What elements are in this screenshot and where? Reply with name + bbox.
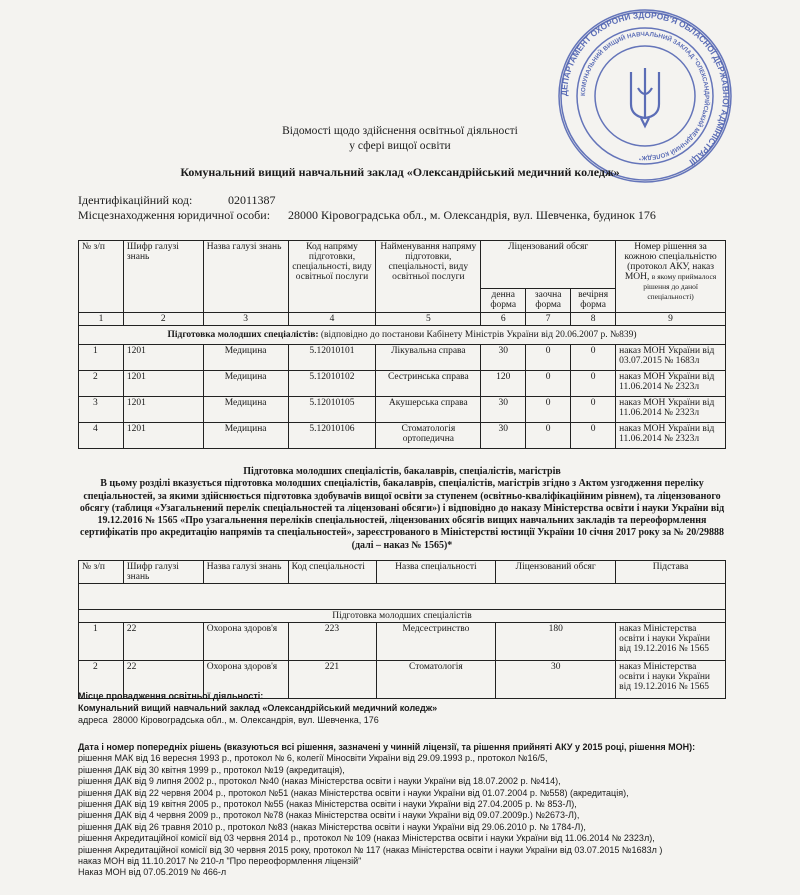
t1-cell-decision: наказ МОН України від 03.07.2015 № 1683л <box>616 345 726 371</box>
t1-cell-code: 1201 <box>123 423 203 449</box>
t1-cell-field: Медицина <box>203 345 288 371</box>
t2-cell-n: 1 <box>79 623 124 661</box>
place-address: 28000 Кіровоградська обл., м. Олександрія, вул. Шевченка, 176 <box>112 715 379 725</box>
t2-cell-field: Охорона здоров'я <box>203 661 288 699</box>
list-item: рішення ДАК від 22 червня 2004 р., протокол №51 (наказ Міністерства освіти і науки України від 01.07.2004 р. №558) (акредитація), <box>78 787 629 798</box>
t1-cell-ext: 0 <box>526 423 571 449</box>
t1-cell-dirname: Акушерська справа <box>376 397 481 423</box>
t1-header-decision-main: Номер рішення за кожною спеціальністю (протокол АКУ, наказ МОН, <box>624 242 717 282</box>
t1-header-code: Шифр галузі знань <box>123 241 203 313</box>
t1-cell-n: 2 <box>79 371 124 397</box>
t1-cell-dirname: Стоматологія ортопедична <box>376 423 481 449</box>
t2-cell-basis: наказ Міністерства освіти і науки України від 19.12.2016 № 1565 <box>616 623 726 661</box>
list-item: рішення ДАК від 30 квітня 1999 р., протокол №19 (акредитація), <box>78 764 345 775</box>
t1-cell-field: Медицина <box>203 371 288 397</box>
t1-cell-code: 1201 <box>123 345 203 371</box>
previous-list <box>78 753 695 878</box>
t1-column-number: 3 <box>203 313 288 326</box>
licensing-table-2 <box>78 560 726 699</box>
t1-header-decision <box>616 241 726 313</box>
t1-cell-dirname: Сестринська справа <box>376 371 481 397</box>
table-row <box>79 345 726 371</box>
t1-column-number: 5 <box>376 313 481 326</box>
t1-column-number: 7 <box>526 313 571 326</box>
list-item: рішення ДАК від 19 квітня 2005 р., протокол №55 (наказ Міністерства освіти і науки України від 27.04.2005 р. № 853-Л), <box>78 799 577 810</box>
institution-title: Комунальний вищий навчальний заклад «Олександрійський медичний коледж» <box>180 165 620 179</box>
t1-cell-decision: наказ МОН України від 11.06.2014 № 2323л <box>616 371 726 397</box>
seal-inner-text: КОМУНАЛЬНИЙ ВИЩИЙ НАВЧАЛЬНИЙ ЗАКЛАД "ОЛЕКСАНДРІЙСЬКИЙ МЕДИЧНИЙ КОЛЕДЖ" <box>579 30 711 162</box>
table-row <box>79 423 726 449</box>
previous-decisions <box>78 742 695 879</box>
t1-header-num: № з/п <box>79 241 124 313</box>
list-item: наказ МОН від 11.10.2017 № 210-л "Про переоформлення ліцензій" <box>78 856 362 867</box>
section-2-title: Підготовка молодших спеціалістів, бакалаврів, спеціалістів, магістрів <box>243 466 561 477</box>
table-row <box>79 623 726 661</box>
t1-header-day: денна форма <box>481 289 526 313</box>
t1-header-extramural: заочна форма <box>526 289 571 313</box>
list-item: Наказ МОН від 07.05.2019 № 466-л <box>78 867 227 878</box>
t2-header-volume: Ліцензований обсяг <box>496 561 616 584</box>
t2-cell-speccode: 221 <box>288 661 376 699</box>
t1-section-heading <box>79 326 726 345</box>
t2-cell-speccode: 223 <box>288 623 376 661</box>
place-address-label: адреса <box>78 715 108 725</box>
section-2-body: В цьому розділі вказується підготовка молодших спеціалістів, бакалаврів, спеціалістів, магістрів згідно з Актом узгодження переліку спеціальностей, за якими здійснюється підготовка здобувачів вищої освіти за ступенем (освітньо-кваліфікаційним рівнем), та ліцензованого обсягу (таблиця «Узагальнений перелік спеціальностей та ліцензовані обсяги») і відповідно до наказу Міністерства освіти і науки України від 19.12.2016 № 1565 «Про узагальнення переліків спеціальностей, ліцензованих обсягів вищих навчальних закладів та переоформлення сертифікатів про акредитацію напрямів та спеціальностей», зареєстрованого в Міністерстві юстиції України 10 січня 2017 року за № 20/29888 (далі – наказ № 1565)* <box>79 478 725 551</box>
t2-cell-code: 22 <box>123 623 203 661</box>
t2-cell-specname: Стоматологія <box>376 661 496 699</box>
t1-header-dirname: Найменування напряму підготовки, спеціальності, виду освітньої послуги <box>376 241 481 313</box>
place-institution: Комунальний вищий навчальний заклад «Олександрійський медичний коледж» <box>78 703 438 713</box>
t2-cell-volume: 30 <box>496 661 616 699</box>
t1-cell-day: 30 <box>481 423 526 449</box>
t1-section-bold: Підготовка молодших спеціалістів: <box>167 330 319 340</box>
place-label: Місце провадження освітньої діяльності: <box>78 691 264 701</box>
t1-cell-n: 4 <box>79 423 124 449</box>
t2-cell-n: 2 <box>79 661 124 699</box>
t1-cell-code: 1201 <box>123 371 203 397</box>
t2-header-num: № з/п <box>79 561 124 584</box>
place-address-line <box>78 714 437 726</box>
id-code-label: Ідентифікаційний код: <box>78 193 193 207</box>
trident-emblem <box>631 68 659 126</box>
t2-header-basis: Підстава <box>616 561 726 584</box>
location-label: Місцезнаходження юридичної особи: <box>78 208 271 222</box>
t1-column-number: 9 <box>616 313 726 326</box>
t1-header-field: Назва галузі знань <box>203 241 288 313</box>
list-item: рішення ДАК від 4 червня 2009 р., протокол №78 (наказ Міністерства освіти і науки України від 09.07.2009р.) №2673-Л), <box>78 810 580 821</box>
t2-cell-volume: 180 <box>496 623 616 661</box>
t1-column-number: 8 <box>571 313 616 326</box>
t2-header-speccode: Код спеціальності <box>288 561 376 584</box>
list-item: рішення Акредитаційної комісії від 03 червня 2014 р., протокол № 109 (наказ Міністерства освіти і науки України від 11.06.2014 № 2323л), <box>78 833 655 844</box>
table-row <box>79 371 726 397</box>
t1-cell-n: 3 <box>79 397 124 423</box>
t1-cell-ext: 0 <box>526 397 571 423</box>
list-item: рішення Акредитаційної комісії від 30 червня 2015 року, протокол № 117 (наказ Міністерства освіти і науки України від 03.07.2015 №1683л ) <box>78 844 663 855</box>
t1-cell-dircode: 5.12010105 <box>288 397 376 423</box>
t1-header-decision-small: в якому приймалося рішення до даної спеціальності) <box>643 272 717 301</box>
t1-header-dircode: Код напряму підготовки, спеціальності, виду освітньої послуги <box>288 241 376 313</box>
t1-cell-day: 120 <box>481 371 526 397</box>
header-line-2: у сфері вищої освіти <box>349 140 451 152</box>
location-value: 28000 Кіровоградська обл., м. Олександрія, вул. Шевченка, будинок 176 <box>288 208 656 222</box>
t2-cell-code: 22 <box>123 661 203 699</box>
t1-cell-dircode: 5.12010106 <box>288 423 376 449</box>
section-2-text <box>78 466 726 552</box>
t1-cell-dircode: 5.12010102 <box>288 371 376 397</box>
t1-cell-eve: 0 <box>571 371 616 397</box>
official-seal <box>555 6 735 186</box>
t1-cell-day: 30 <box>481 345 526 371</box>
t1-cell-n: 1 <box>79 345 124 371</box>
t1-section-rest: (відповідно до постанови Кабінету Міністрів України від 20.06.2007 р. №839) <box>318 330 637 340</box>
t1-cell-dircode: 5.12010101 <box>288 345 376 371</box>
id-code-value: 02011387 <box>228 193 276 207</box>
t1-cell-eve: 0 <box>571 397 616 423</box>
t1-cell-ext: 0 <box>526 345 571 371</box>
t1-column-number: 4 <box>288 313 376 326</box>
t1-column-number: 2 <box>123 313 203 326</box>
t2-cell-field: Охорона здоров'я <box>203 623 288 661</box>
t1-cell-code: 1201 <box>123 397 203 423</box>
licensing-table-1 <box>78 240 726 449</box>
place-of-activity <box>78 690 437 726</box>
t2-cell-specname: Медсестринство <box>376 623 496 661</box>
t1-header-evening: вечірня форма <box>571 289 616 313</box>
t2-header-specname: Назва спеціальності <box>376 561 496 584</box>
seal-outer-text: ДЕПАРТАМЕНТ ОХОРОНИ ЗДОРОВ'Я ОБЛАСНОЇ ДЕРЖАВНОЇ АДМІНІСТРАЦІЇ <box>558 9 732 168</box>
list-item: рішення ДАК від 26 травня 2010 р., протокол №83 (наказ Міністерства освіти і науки України від 29.06.2010 р. № 1784-Л), <box>78 821 586 832</box>
t2-section-heading: Підготовка молодших спеціалістів <box>79 610 726 623</box>
t1-column-numbers <box>79 313 726 326</box>
t1-cell-eve: 0 <box>571 423 616 449</box>
t2-header-field: Назва галузі знань <box>203 561 288 584</box>
list-item: рішення МАК від 16 вересня 1993 р., протокол № 6, колегії Міносвіти України від 29.09.1993 р., протокол №16/5, <box>78 753 548 764</box>
t1-cell-ext: 0 <box>526 371 571 397</box>
table-row <box>79 397 726 423</box>
t1-cell-eve: 0 <box>571 345 616 371</box>
t2-cell-basis: наказ Міністерства освіти і науки України від 19.12.2016 № 1565 <box>616 661 726 699</box>
t1-column-number: 6 <box>481 313 526 326</box>
t1-cell-dirname: Лікувальна справа <box>376 345 481 371</box>
t1-cell-day: 30 <box>481 397 526 423</box>
t1-header-volume: Ліцензований обсяг <box>481 241 616 289</box>
t1-cell-field: Медицина <box>203 397 288 423</box>
t1-cell-field: Медицина <box>203 423 288 449</box>
list-item: рішення ДАК від 9 липня 2002 р., протокол №40 (наказ Міністерства освіти і науки України від 18.07.2002 р. №414), <box>78 776 561 787</box>
t1-cell-decision: наказ МОН України від 11.06.2014 № 2323л <box>616 397 726 423</box>
t1-column-number: 1 <box>79 313 124 326</box>
header-line-1: Відомості щодо здійснення освітньої діяльності <box>282 125 518 137</box>
previous-heading: Дата і номер попередніх рішень (вказуються всі рішення, зазначені у чинній ліцензії, та рішення прийняті АКУ у 2015 році, рішення МОН): <box>78 742 696 752</box>
t1-cell-decision: наказ МОН України від 11.06.2014 № 2323л <box>616 423 726 449</box>
t2-header-code: Шифр галузі знань <box>123 561 203 584</box>
